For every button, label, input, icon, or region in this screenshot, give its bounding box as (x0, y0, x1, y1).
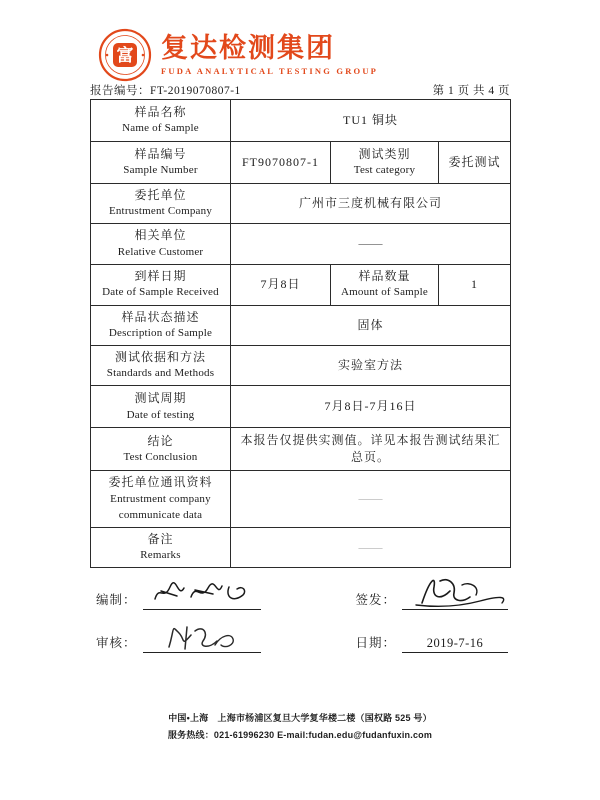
sample-info-table (90, 99, 511, 568)
table-row (91, 224, 511, 264)
report-number-label: 报告编号： (90, 85, 150, 97)
row-value-cell: —— (231, 224, 511, 264)
table-row (91, 527, 511, 567)
row-value-cell: 7月8日 (231, 264, 331, 305)
date-value: 2019-7-16 (426, 636, 484, 650)
company-name-en: FUDA ANALYTICAL TESTING GROUP (161, 65, 379, 76)
row-value-cell: 本报告仅提供实测值。详见本报告测试结果汇总页。 (231, 428, 511, 471)
row-value-cell: 实验室方法 (231, 345, 511, 385)
row-label2-cell: 测试类别 Test category (331, 142, 439, 184)
issued-signature-icon (410, 573, 505, 611)
row-label-cell: 相关单位 Relative Customer (91, 224, 231, 264)
table-row (91, 100, 511, 142)
row-value2-cell: 委托测试 (439, 142, 511, 184)
table-row (91, 264, 511, 305)
row-label-cell: 样品状态描述 Description of Sample (91, 305, 231, 345)
footer-address: 中国•上海 上海市杨浦区复旦大学复华楼二楼（国权路 525 号） (168, 713, 432, 723)
date-field (355, 631, 508, 653)
table-row (91, 428, 511, 471)
row-label-cell: 测试周期 Date of testing (91, 386, 231, 428)
table-row (91, 471, 511, 527)
issued-signature-line (402, 588, 508, 610)
company-name-zh: 复达检测集团 (161, 33, 335, 64)
table-row (91, 345, 511, 385)
row-label-cell: 委托单位 Entrustment Company (91, 184, 231, 224)
company-logo (98, 28, 378, 82)
signoff-section (96, 588, 508, 674)
row-label-cell: 到样日期 Date of Sample Received (91, 264, 231, 305)
table-row (91, 305, 511, 345)
table-row (91, 386, 511, 428)
row-label-cell: 测试依据和方法 Standards and Methods (91, 345, 231, 385)
page-indicator: 第 1 页 共 4 页 (432, 85, 510, 97)
company-seal-icon (98, 28, 152, 82)
row-label-cell: 样品编号 Sample Number (91, 142, 231, 184)
footer-contact: 服务热线：021-61996230 E-mail:fudan.edu@fudanfuxin.com (167, 730, 433, 741)
row-value-cell: FT9070807-1 (231, 142, 331, 184)
prepared-signature-icon (151, 579, 251, 609)
reviewed-signature-line (143, 631, 261, 653)
row-value-cell: 广州市三度机械有限公司 (231, 184, 511, 224)
date-line (402, 631, 508, 653)
seal-center-char: 富 (116, 46, 134, 65)
row-value-cell: —— (231, 527, 511, 567)
row-label-cell: 样品名称 Name of Sample (91, 100, 231, 142)
reviewed-signature-icon (151, 621, 251, 655)
row-label-cell: 结论 Test Conclusion (91, 428, 231, 471)
prepared-signature-line (143, 588, 261, 610)
row-value-cell: TU1 铜块 (231, 100, 511, 142)
issued-by (355, 588, 508, 610)
reviewed-label: 审核： (96, 636, 137, 650)
prepared-label: 编制： (96, 593, 137, 607)
date-label: 日期： (355, 636, 396, 650)
row-label-cell: 备注 Remarks (91, 527, 231, 567)
table-row (91, 142, 511, 184)
report-number-value: FT-2019070807-1 (150, 85, 241, 97)
reviewed-by (96, 631, 261, 653)
report-number (90, 82, 241, 98)
row-label2-cell: 样品数量 Amount of Sample (331, 264, 439, 305)
row-label-cell: 委托单位通讯资料 Entrustment company communicate data (91, 471, 231, 527)
footer (0, 710, 600, 744)
table-row (91, 184, 511, 224)
prepared-by (96, 588, 261, 610)
row-value2-cell: 1 (439, 264, 511, 305)
row-value-cell: 固体 (231, 305, 511, 345)
issued-label: 签发： (355, 593, 396, 607)
row-value-cell: 7月8日-7月16日 (231, 386, 511, 428)
row-value-cell: —— (231, 471, 511, 527)
